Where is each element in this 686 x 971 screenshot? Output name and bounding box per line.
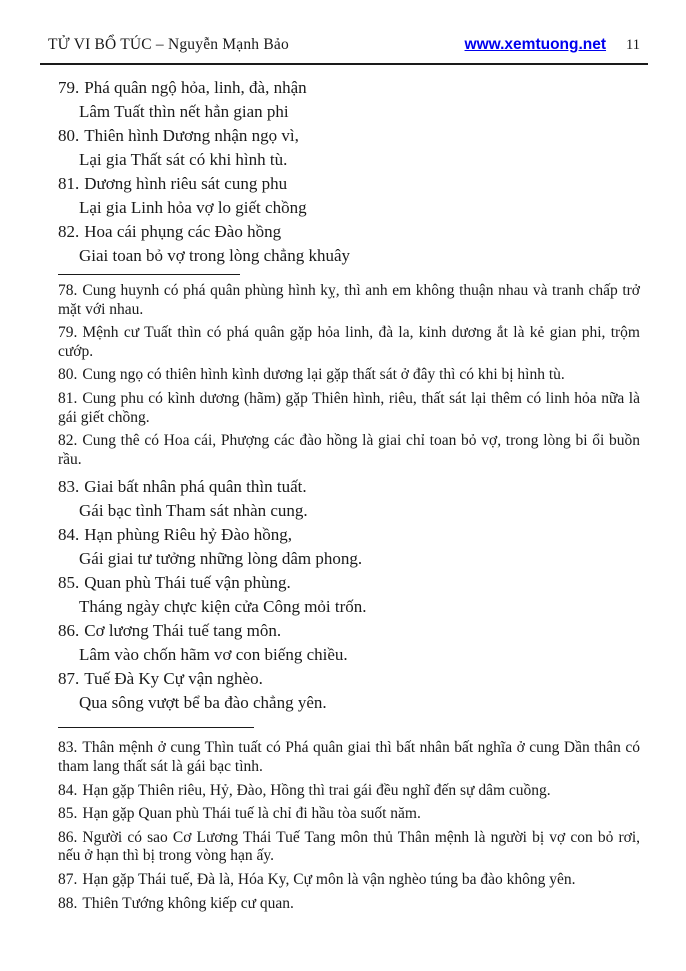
verse-text: Thiên hình Dương nhận ngọ vì, xyxy=(84,126,299,145)
footnote-text: Hạn gặp Thiên riêu, Hỷ, Đào, Hồng thì trai gái đều nghĩ đến sự dâm cuồng. xyxy=(82,781,551,799)
footnote-text: Cung huynh có phá quân phùng hình kỵ, thì anh em không thuận nhau và tranh chấp trở mặt với nhau. xyxy=(58,282,640,318)
verse-block-1 xyxy=(58,76,640,268)
footnote-number: 87. xyxy=(58,870,78,888)
footnote-text: Người có sao Cơ Lương Thái Tuế Tang môn thủ Thân mệnh là người bị vợ con bỏ rơi, nếu ở hạn thì bị trong vòng hạn ấy. xyxy=(58,828,640,865)
verse-line: Lâm vào chốn hãm vơ con biếng chiều. xyxy=(79,645,348,665)
verse-text: Phá quân ngộ hỏa, linh, đà, nhận xyxy=(84,78,307,97)
footnote xyxy=(58,390,640,427)
footnote xyxy=(58,829,640,866)
verse-text: Quan phù Thái tuế vận phùng. xyxy=(84,573,291,593)
verse-line xyxy=(58,76,640,100)
footnote xyxy=(58,366,640,385)
verse-number: 85. xyxy=(58,573,80,593)
verse-number: 84. xyxy=(58,525,80,545)
footnote-text: Cung phu có kình dương (hãm) gặp Thiên hình, riêu, thất sát lại thêm có linh hỏa nữa là gái giết chồng. xyxy=(58,389,640,426)
verse-line: Lâm Tuất thìn nết hẳn gian phi xyxy=(79,102,289,121)
footnote-number: 88. xyxy=(58,894,78,912)
footnote-number: 82. xyxy=(58,432,78,450)
footnote-number: 83. xyxy=(58,739,78,757)
verse-line xyxy=(58,172,640,196)
verse-number: 79. xyxy=(58,78,80,97)
footnote-text: Thiên Tướng không kiếp cư quan. xyxy=(82,894,294,912)
verse-line xyxy=(58,124,640,148)
footnote-text: Cung ngọ có thiên hình kình dương lại gặp thất sát ở đây thì có khi bị hình tù. xyxy=(82,366,565,384)
verse-line: Tháng ngày chực kiện cửa Công mỏi trốn. xyxy=(79,597,367,617)
verse-text: Dương hình riêu sát cung phu xyxy=(84,174,288,193)
verse-line: Lại gia Thất sát có khi hình tù. xyxy=(79,150,288,169)
footnote xyxy=(58,871,640,890)
verse-text: Hạn phùng Riêu hỷ Đào hồng, xyxy=(84,525,293,545)
footnote-text: Cung thê có Hoa cái, Phượng các đào hồng là giai chỉ toan bỏ vợ, trong lòng bi ổi buồn rầu. xyxy=(58,432,640,468)
verse-line xyxy=(58,220,640,244)
verse-line xyxy=(58,475,640,499)
header-right xyxy=(465,36,640,54)
footnote-divider xyxy=(58,274,240,275)
verse-line xyxy=(58,571,640,595)
footnote-number: 78. xyxy=(58,282,78,299)
verse-line xyxy=(58,667,640,691)
verse-number: 81. xyxy=(58,174,80,193)
verse-number: 82. xyxy=(58,222,80,241)
footnote-number: 86. xyxy=(58,828,78,846)
page-header xyxy=(48,36,640,54)
verse-line: Gái bạc tình Tham sát nhàn cung. xyxy=(79,501,308,521)
footnote xyxy=(58,895,640,914)
page-number: 11 xyxy=(626,37,640,53)
footnote xyxy=(58,324,640,361)
verse-number: 83. xyxy=(58,477,80,497)
verse-number: 80. xyxy=(58,126,80,145)
footnote-text: Thân mệnh ở cung Thìn tuất có Phá quân giai thì bất nhân bất nghĩa ở cung Dần thân có tham lang thất sát là gái bạc tình. xyxy=(58,739,640,775)
footnote-text: Hạn gặp Quan phù Thái tuế là chỉ đi hầu tòa suốt năm. xyxy=(82,805,421,823)
verse-line: Gái giai tư tưởng những lòng dâm phong. xyxy=(79,549,363,569)
footnote xyxy=(58,432,640,469)
verse-text: Tuế Đà Ky Cự vận nghèo. xyxy=(84,669,263,689)
header-divider xyxy=(40,63,648,65)
website-link[interactable]: www.xemtuong.net xyxy=(464,36,607,53)
footnote-text: Hạn gặp Thái tuế, Đà là, Hóa Ky, Cự môn là vận nghèo túng ba đào không yên. xyxy=(82,870,576,888)
verse-text: Hoa cái phụng các Đào hồng xyxy=(84,222,282,241)
verse-text: Cơ lương Thái tuế tang môn. xyxy=(84,621,282,641)
footnote-number: 80. xyxy=(58,366,78,384)
footnote-divider xyxy=(58,727,254,728)
footnote-block-1 xyxy=(58,282,640,469)
footnote xyxy=(58,739,640,776)
verse-number: 87. xyxy=(58,669,80,689)
footnote-text: Mệnh cư Tuất thìn có phá quân gặp hỏa linh, đà la, kinh dương ắt là kẻ gian phi, trộm cướp. xyxy=(58,324,640,360)
footnote-block-2 xyxy=(58,739,640,913)
footnote-number: 85. xyxy=(58,805,78,823)
verse-text: Giai bất nhân phá quân thìn tuất. xyxy=(84,477,307,497)
verse-line: Giai toan bỏ vợ trong lòng chẳng khuây xyxy=(79,246,351,265)
footnote xyxy=(58,782,640,801)
verse-line: Lại gia Linh hỏa vợ lo giết chồng xyxy=(79,198,307,217)
verse-line xyxy=(58,523,640,547)
footnote xyxy=(58,282,640,319)
verse-line: Qua sông vượt bể ba đào chẳng yên. xyxy=(79,693,327,713)
footnote-number: 84. xyxy=(58,781,78,799)
verse-line xyxy=(58,619,640,643)
verse-number: 86. xyxy=(58,621,80,641)
footnote-number: 81. xyxy=(58,389,78,407)
footnote-number: 79. xyxy=(58,324,78,342)
footnote xyxy=(58,805,640,824)
book-title: TỬ VI BỔ TÚC – Nguyễn Mạnh Bảo xyxy=(48,36,289,53)
verse-block-2 xyxy=(58,475,640,715)
